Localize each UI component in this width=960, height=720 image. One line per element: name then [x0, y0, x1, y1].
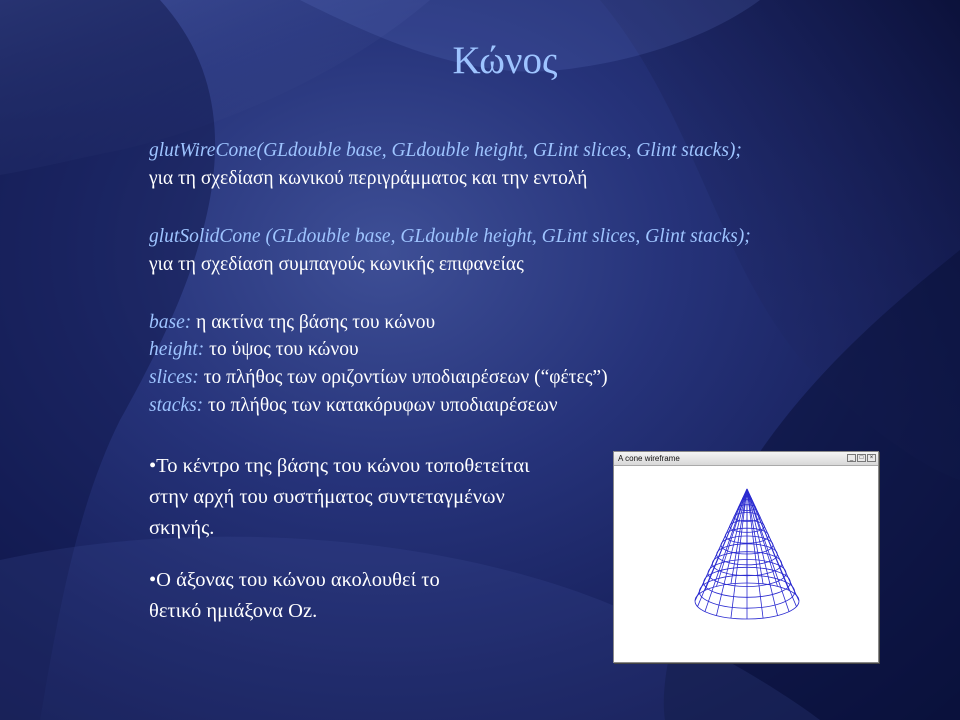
bullet-line: στην αρχή του συστήματος συντεταγμένων [149, 486, 505, 508]
window-titlebar[interactable] [614, 452, 878, 466]
minimize-button[interactable]: _ [847, 454, 856, 462]
window-controls [847, 454, 876, 462]
param-key: base: [149, 312, 192, 333]
param-stacks [149, 395, 558, 417]
cone-wireframe-window [613, 451, 879, 663]
bullet-line: •Ο άξονας του κώνου ακολουθεί το [149, 569, 440, 591]
cone-wireframe-canvas [614, 466, 878, 662]
param-key: height: [149, 339, 205, 360]
param-text: η ακτίνα της βάσης του κώνου [191, 312, 436, 333]
close-button[interactable]: × [867, 454, 876, 462]
window-title: A cone wireframe [618, 454, 680, 463]
bullet-line: θετικό ημιάξονα Oz. [149, 600, 318, 622]
param-slices [149, 367, 608, 389]
maximize-button[interactable]: □ [857, 454, 866, 462]
param-text: το ύψος του κώνου [204, 339, 359, 360]
bullet-line: σκηνής. [149, 517, 215, 539]
param-text: το πλήθος των οριζοντίων υποδιαιρέσεων (“φέτες”) [198, 367, 608, 388]
param-height [149, 339, 359, 361]
solid-cone-signature: glutSolidCone (GLdouble base, GLdouble height, GLint slices, Glint stacks); [149, 226, 751, 247]
bullet-line: •Το κέντρο της βάσης του κώνου τοποθετείται [149, 455, 530, 477]
solid-cone-description: για τη σχεδίαση συμπαγούς κωνικής επιφανείας [149, 254, 524, 275]
wire-cone-description: για τη σχεδίαση κωνικού περιγράμματος και την εντολή [149, 168, 588, 189]
slide-title: Κώνος [452, 39, 558, 82]
param-key: stacks: [149, 395, 204, 416]
param-text: το πλήθος των κατακόρυφων υποδιαιρέσεων [203, 395, 558, 416]
param-base [149, 312, 435, 334]
wire-cone-signature: glutWireCone(GLdouble base, GLdouble height, GLint slices, Glint stacks); [149, 140, 742, 161]
param-key: slices: [149, 367, 199, 388]
bullet-cone-base-center [149, 451, 530, 544]
bullet-cone-axis [149, 565, 440, 627]
